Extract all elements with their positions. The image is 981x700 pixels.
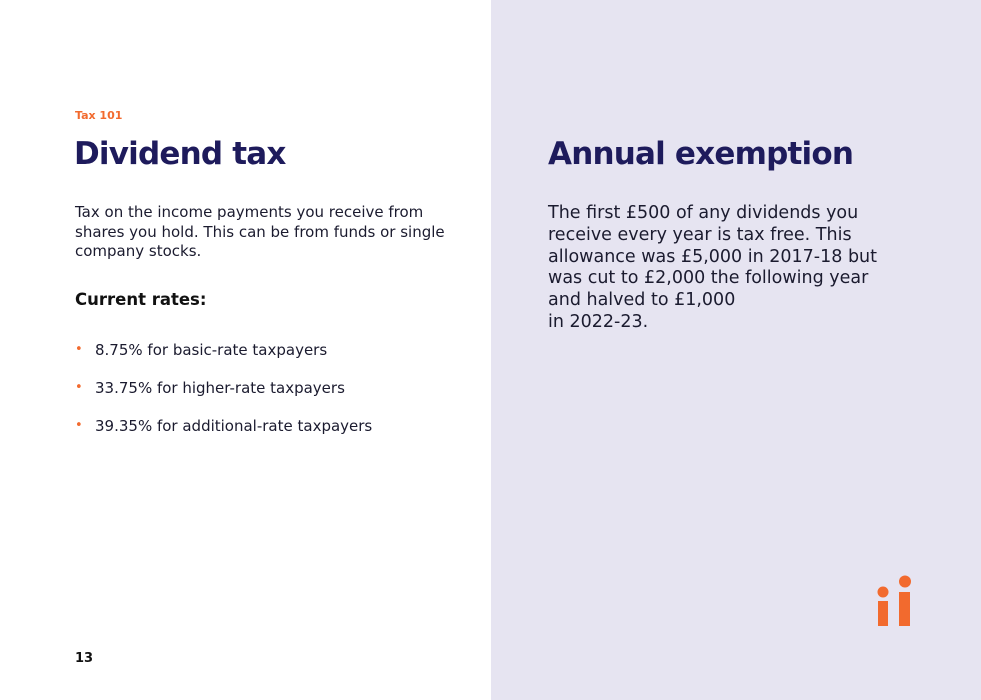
intro-paragraph: Tax on the income payments you receive from shares you hold. This can be from funds or single company stocks.: [75, 203, 445, 260]
right-page: [491, 0, 981, 700]
page-title: Dividend tax: [74, 136, 286, 172]
section-label: Tax 101: [75, 109, 123, 122]
exemption-title: Annual exemption: [548, 136, 854, 172]
body-line: receive every year is tax free. This: [548, 224, 852, 245]
list-item: [75, 378, 372, 416]
ii-brand-logo-icon: [877, 575, 913, 627]
body-line: The first £500 of any dividends you: [548, 203, 859, 223]
rates-heading: Current rates:: [75, 290, 207, 309]
rate-text: 33.75% for higher-rate taxpayers: [95, 379, 345, 397]
rates-list: [75, 340, 372, 454]
body-line: was cut to £2,000 the following year: [548, 268, 869, 289]
body-line: and halved to £1,000: [548, 290, 736, 311]
exemption-paragraph: [548, 203, 893, 334]
list-item: [75, 416, 372, 454]
body-line: allowance was £5,000 in 2017-18 but: [548, 246, 878, 267]
bullet-icon: •: [75, 380, 83, 395]
rate-text: 39.35% for additional-rate taxpayers: [95, 417, 373, 435]
bullet-icon: •: [75, 418, 83, 433]
body-line: in 2022-23.: [548, 311, 649, 332]
list-item: [75, 340, 372, 378]
page-number: 13: [75, 651, 94, 666]
bullet-icon: •: [75, 342, 83, 357]
rate-text: 8.75% for basic-rate taxpayers: [95, 341, 328, 359]
